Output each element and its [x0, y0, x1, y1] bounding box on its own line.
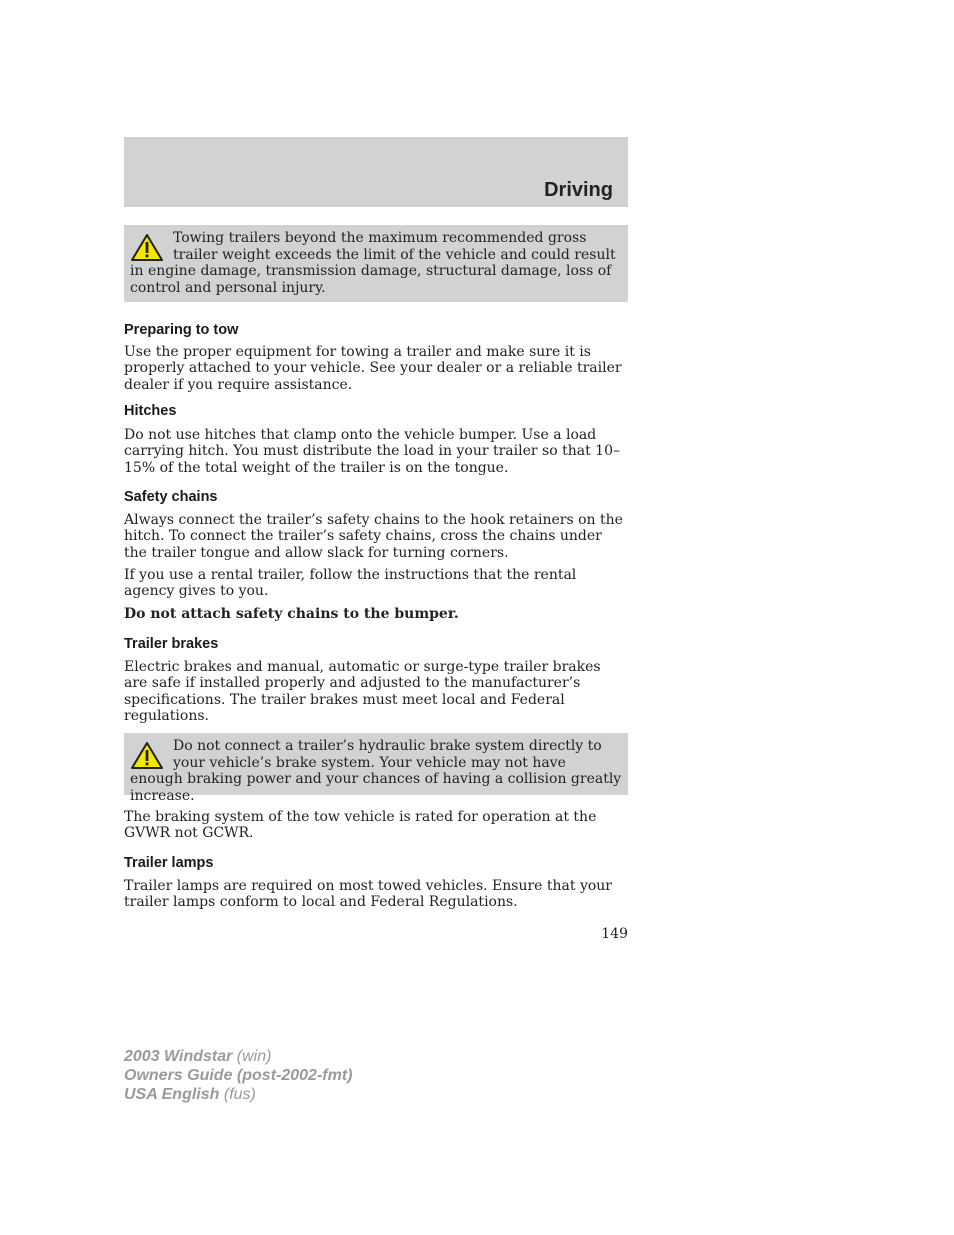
footer-guide: Owners Guide (post-2002-fmt) [124, 1067, 353, 1084]
warning-box [124, 225, 628, 302]
footer-line-1 [124, 1047, 352, 1066]
paragraph-safety-chains-2: If you use a rental trailer, follow the instructions that the rental agency gives to you. [124, 567, 577, 600]
safety-chains-bold-note: Do not attach safety chains to the bumper. [124, 606, 459, 622]
warning-text: Do not connect a trailer’s hydraulic brake system directly to your vehicle’s brake system. Your vehicle may not have enough braking power and your chances of having a collision greatly increase. [130, 738, 622, 804]
warning-triangle-icon [130, 741, 164, 771]
footer-language: USA English [124, 1086, 220, 1103]
heading-hitches: Hitches [124, 403, 177, 419]
heading-preparing-to-tow: Preparing to tow [124, 322, 239, 338]
footer-language-code: (fus) [223, 1086, 256, 1103]
paragraph-safety-chains-1: Always connect the trailer’s safety chains to the hook retainers on the hitch. To connect the trailer’s safety chains, cross the chains under the trailer tongue and allow slack for turning corners. [124, 512, 623, 561]
heading-trailer-brakes: Trailer brakes [124, 636, 219, 652]
warning-triangle-icon [130, 233, 164, 263]
footer-model: 2003 Windstar [124, 1048, 233, 1065]
footer-line-3 [124, 1085, 352, 1104]
section-title: Driving [544, 179, 613, 201]
section-header-band [124, 137, 628, 207]
heading-trailer-lamps: Trailer lamps [124, 855, 214, 871]
paragraph-preparing-to-tow: Use the proper equipment for towing a trailer and make sure it is properly attached to your vehicle. See your dealer or a reliable trailer dealer if you require assistance. [124, 344, 622, 393]
footer-model-code: (win) [236, 1048, 272, 1065]
page-number: 149 [601, 926, 628, 942]
document-footer [124, 1047, 352, 1104]
paragraph-braking-system: The braking system of the tow vehicle is rated for operation at the GVWR not GCWR. [124, 809, 597, 842]
paragraph-trailer-brakes: Electric brakes and manual, automatic or surge-type trailer brakes are safe if installed properly and adjusted to the manufacturer’s specifications. The trailer brakes must meet local and Federal regulations. [124, 659, 601, 724]
paragraph-trailer-lamps: Trailer lamps are required on most towed vehicles. Ensure that your trailer lamps conform to local and Federal Regulations. [124, 878, 613, 911]
warning-text: Towing trailers beyond the maximum recommended gross trailer weight exceeds the limit of the vehicle and could result in engine damage, transmission damage, structural damage, loss of control and personal injury. [130, 230, 616, 296]
warning-box [124, 733, 628, 804]
paragraph-hitches: Do not use hitches that clamp onto the vehicle bumper. Use a load carrying hitch. You must distribute the load in your trailer so that 10–15% of the total weight of the trailer is on the tongue. [124, 427, 620, 476]
heading-safety-chains: Safety chains [124, 489, 218, 505]
